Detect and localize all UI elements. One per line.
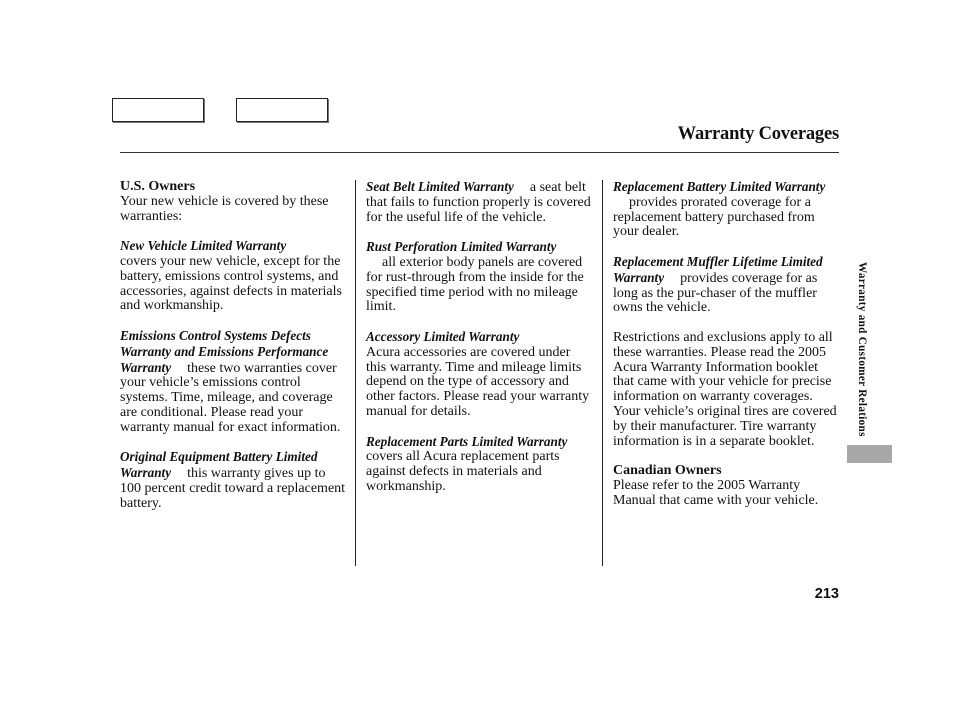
- seat-belt-warranty: [366, 180, 592, 225]
- restrictions-body: Restrictions and exclusions apply to all these warranties. Please read the 2005 Acura Warranty Information booklet that came with your vehicle for precise information on warranty coverages. Your vehicle’s original tires are covered by their manufacturer. Tire warranty information is in a separate booklet.: [613, 329, 837, 449]
- new-vehicle-warranty: [120, 239, 346, 314]
- us-owners-section: [120, 180, 346, 224]
- emissions-warranty-term: Emissions Control Systems Defects Warranty and Emissions Performance Warranty: [120, 327, 329, 375]
- muffler-warranty-body: provides coverage for as long as the pur-chaser of the muffler owns the vehicle.: [613, 270, 818, 316]
- replacement-parts-warranty: [366, 435, 592, 495]
- rust-warranty-body: all exterior body panels are covered for rust-through from the inside for the specified time period with no mileage limit.: [366, 254, 584, 315]
- replacement-battery-warranty-body: provides prorated coverage for a replacement battery purchased from your dealer.: [613, 194, 815, 240]
- seat-belt-warranty-body: a seat belt that fails to function properly is covered for the useful life of the vehicle.: [366, 180, 591, 225]
- seat-belt-warranty-term: Seat Belt Limited Warranty: [366, 179, 514, 194]
- replacement-parts-warranty-body: covers all Acura replacement parts against defects in materials and workmanship.: [366, 449, 560, 494]
- column-divider-2: [602, 180, 603, 566]
- column-3: [613, 180, 839, 523]
- title-rule: [120, 152, 839, 153]
- original-battery-warranty-body: this warranty gives up to 100 percent credit toward a replacement battery.: [120, 466, 346, 511]
- canadian-owners-section: [613, 464, 839, 508]
- column-1: [120, 180, 346, 526]
- canadian-owners-body: Please refer to the 2005 Warranty Manual that came with your vehicle.: [613, 477, 819, 508]
- new-vehicle-warranty-term: New Vehicle Limited Warranty: [120, 238, 287, 254]
- original-battery-warranty-term: Original Equipment Battery Limited Warranty: [120, 449, 318, 481]
- section-thumb-tab: [847, 445, 892, 463]
- us-owners-heading: U.S. Owners: [120, 179, 196, 194]
- replacement-battery-warranty: [613, 180, 839, 240]
- page-number: 213: [814, 586, 839, 602]
- accessory-warranty-term: Accessory Limited Warranty: [366, 328, 520, 344]
- column-divider-1: [355, 180, 356, 566]
- muffler-warranty-term: Replacement Muffler Lifetime Limited Warranty: [613, 253, 823, 285]
- canadian-owners-heading: Canadian Owners: [613, 463, 722, 479]
- replacement-battery-warranty-term: Replacement Battery Limited Warranty: [613, 179, 826, 194]
- emissions-warranty: [120, 329, 346, 436]
- original-battery-warranty: [120, 450, 346, 511]
- column-2: [366, 180, 592, 510]
- rust-warranty: [366, 240, 592, 315]
- section-side-label: Warranty and Customer Relations: [856, 261, 868, 437]
- rust-warranty-term: Rust Perforation Limited Warranty: [366, 239, 557, 255]
- emissions-warranty-body: these two warranties cover your vehicle’s emissions control systems. Time, mileage, and coverage are conditional. Please read your warranty manual for exact information.: [120, 360, 341, 435]
- header-box-right: [236, 98, 328, 122]
- accessory-warranty-body: Acura accessories are covered under this warranty. Time and mileage limits depend on the type of accessory and other factors. Please read your warranty manual for details.: [366, 344, 590, 419]
- muffler-warranty: [613, 255, 839, 316]
- page-title: Warranty Coverages: [677, 124, 839, 144]
- us-owners-body: Your new vehicle is covered by these warranties:: [120, 193, 329, 224]
- replacement-parts-warranty-term: Replacement Parts Limited Warranty: [366, 433, 568, 449]
- header-box-left: [112, 98, 204, 122]
- new-vehicle-warranty-body: covers your new vehicle, except for the battery, emissions control systems, and accessories, against defects in materials and workmanship.: [120, 253, 342, 314]
- accessory-warranty: [366, 330, 592, 420]
- restrictions-note: [613, 331, 839, 449]
